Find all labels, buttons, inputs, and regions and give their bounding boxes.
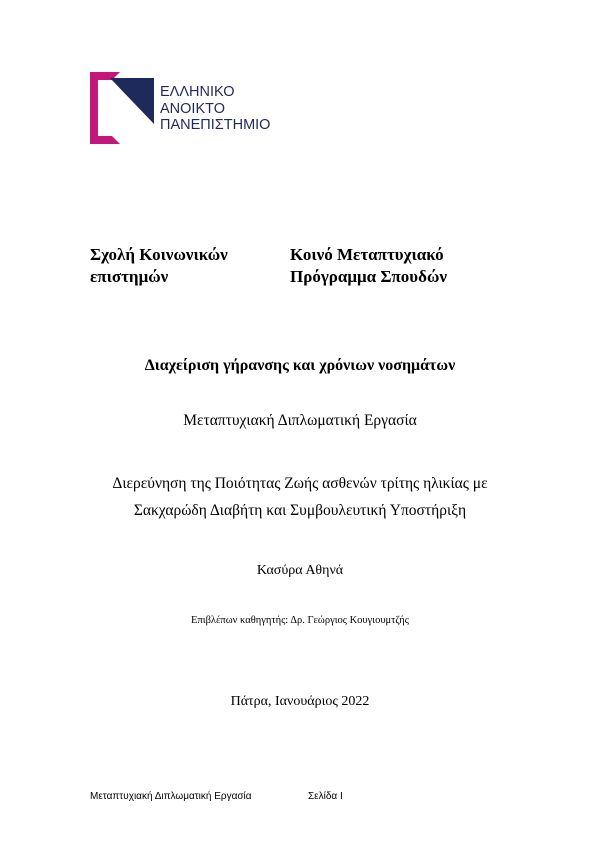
program-line-2: Πρόγραμμα Σπουδών xyxy=(290,267,447,286)
program-name xyxy=(290,244,447,288)
footer-page-number: Σελίδα I xyxy=(308,791,343,802)
school-name xyxy=(90,244,228,288)
author-name: Κασύρα Αθηνά xyxy=(256,563,344,578)
course-title: Διαχείριση γήρανσης και χρόνιων νοσημάτων xyxy=(144,357,456,374)
logo-line-2: ΑΝΟΙΚΤΟ xyxy=(160,100,225,117)
place-date: Πάτρα, Ιανουάριος 2022 xyxy=(230,694,370,709)
university-logo xyxy=(90,72,280,144)
school-line-2: επιστημών xyxy=(90,267,169,286)
supervisor: Επιβλέπων καθηγητής: Δρ. Γεώργιος Κουγιουμτζής xyxy=(191,615,409,626)
school-line-1: Σχολή Κοινωνικών xyxy=(90,245,228,264)
thesis-title xyxy=(0,470,600,524)
logo-line-1: ΕΛΛΗΝΙΚΟ xyxy=(160,84,235,100)
logo-text xyxy=(160,84,270,134)
program-line-1: Κοινό Μεταπτυχιακό xyxy=(290,245,444,264)
logo-line-3: ΠΑΝΕΠΙΣΤΗΜΙΟ xyxy=(160,117,271,133)
footer-document-type: Μεταπτυχιακή Διπλωματική Εργασία xyxy=(90,791,252,802)
thesis-type: Μεταπτυχιακή Διπλωματική Εργασία xyxy=(183,412,417,429)
logo-mark-icon xyxy=(90,72,156,144)
thesis-title-line-2: Σακχαρώδη Διαβήτη και Συμβουλευτική Υποστήριξη xyxy=(133,502,467,519)
thesis-title-line-1: Διερεύνηση της Ποιότητας Ζωής ασθενών τρίτης ηλικίας με xyxy=(112,475,488,492)
